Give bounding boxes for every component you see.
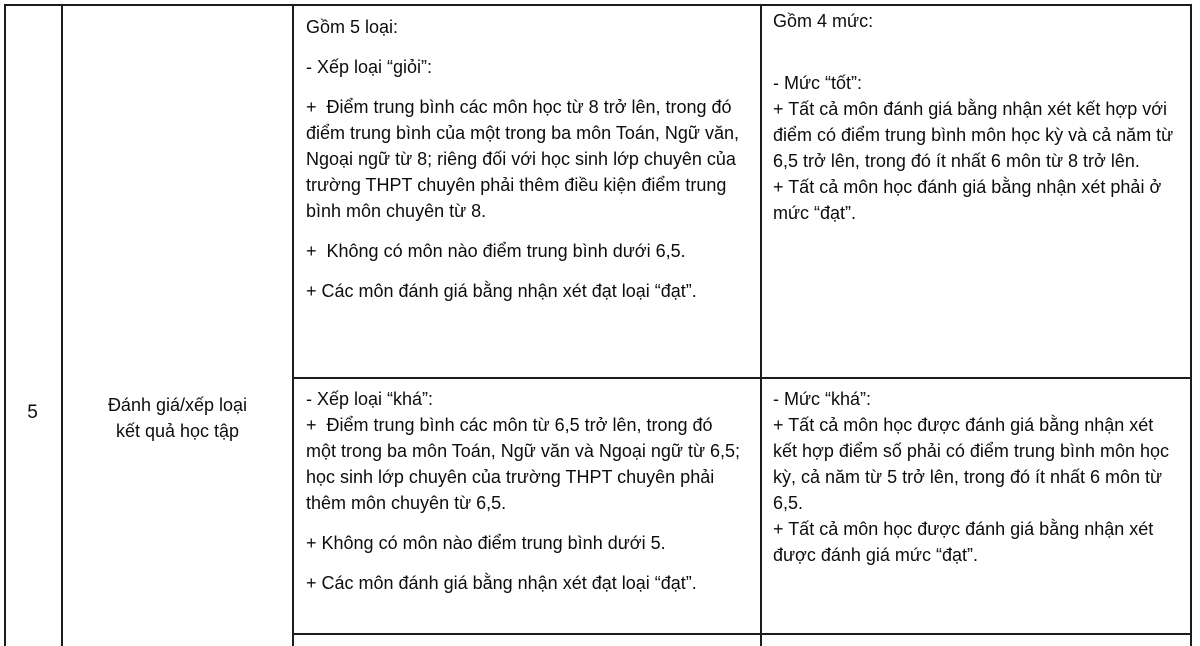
paragraph: + Các môn đánh giá bằng nhận xét đạt loại “đạt”.: [306, 281, 697, 301]
paragraph: Gồm 4 mức:: [773, 11, 874, 31]
row-category-line1: Đánh giá/xếp loại: [107, 395, 248, 415]
paragraph: - Xếp loại “giỏi”:: [306, 57, 433, 77]
row-number: 5: [27, 402, 38, 423]
paragraph: - Xếp loại “khá”:: [306, 389, 434, 409]
paragraph: - Mức “khá”:: [773, 389, 872, 409]
paragraph: + Tất cả môn đánh giá bằng nhận xét kết hợp với điểm có điểm trung bình môn học kỳ và cả năm từ 6,5 trở lên, trong đó ít nhất 6 môn từ 8 trở lên.: [773, 99, 1179, 171]
paragraph: + Điểm trung bình các môn học từ 8 trở lên, trong đó điểm trung bình của một trong ba môn Toán, Ngữ văn, Ngoại ngữ từ 8; riêng đối với học sinh lớp chuyên của trường THPT chuyên phải thêm điều kiện điểm trung bình môn chuyên từ 8.: [306, 97, 744, 221]
paragraph: + Tất cả môn học đánh giá bằng nhận xét phải ở mức “đạt”.: [773, 177, 1167, 223]
level-column-block1: [760, 6, 1190, 226]
paragraph: + Tất cả môn học được đánh giá bằng nhận xét được đánh giá mức “đạt”.: [773, 519, 1159, 565]
classification-column-block2: [292, 379, 760, 596]
row-number-cell: [4, 400, 61, 426]
table-border-right: [1190, 4, 1192, 646]
table-subrow-divider-2: [292, 633, 1192, 635]
table-border-left: [4, 4, 6, 646]
classification-column-block1: [292, 6, 760, 318]
row-category-line2: kết quả học tập: [115, 421, 240, 441]
paragraph: Gồm 5 loại:: [306, 17, 399, 37]
paragraph: + Không có môn nào điểm trung bình dưới 6,5.: [306, 241, 686, 261]
paragraph: - Mức “tốt”:: [773, 73, 863, 93]
row-category-cell: [63, 392, 292, 444]
paragraph: + Các môn đánh giá bằng nhận xét đạt loại “đạt”.: [306, 573, 697, 593]
table-divider-col1-col2: [61, 4, 63, 646]
paragraph: + Tất cả môn học được đánh giá bằng nhận xét kết hợp điểm số phải có điểm trung bình môn học kỳ, cả năm từ 5 trở lên, trong đó ít nhất 6 môn từ 6,5.: [773, 415, 1175, 513]
paragraph: + Không có môn nào điểm trung bình dưới 5.: [306, 533, 666, 553]
paragraph: + Điểm trung bình các môn từ 6,5 trở lên, trong đó một trong ba môn Toán, Ngữ văn và Ngoại ngữ từ 6,5; học sinh lớp chuyên của trường THPT chuyên phải thêm môn chuyên từ 6,5.: [306, 415, 746, 513]
level-column-block2: [760, 379, 1190, 568]
